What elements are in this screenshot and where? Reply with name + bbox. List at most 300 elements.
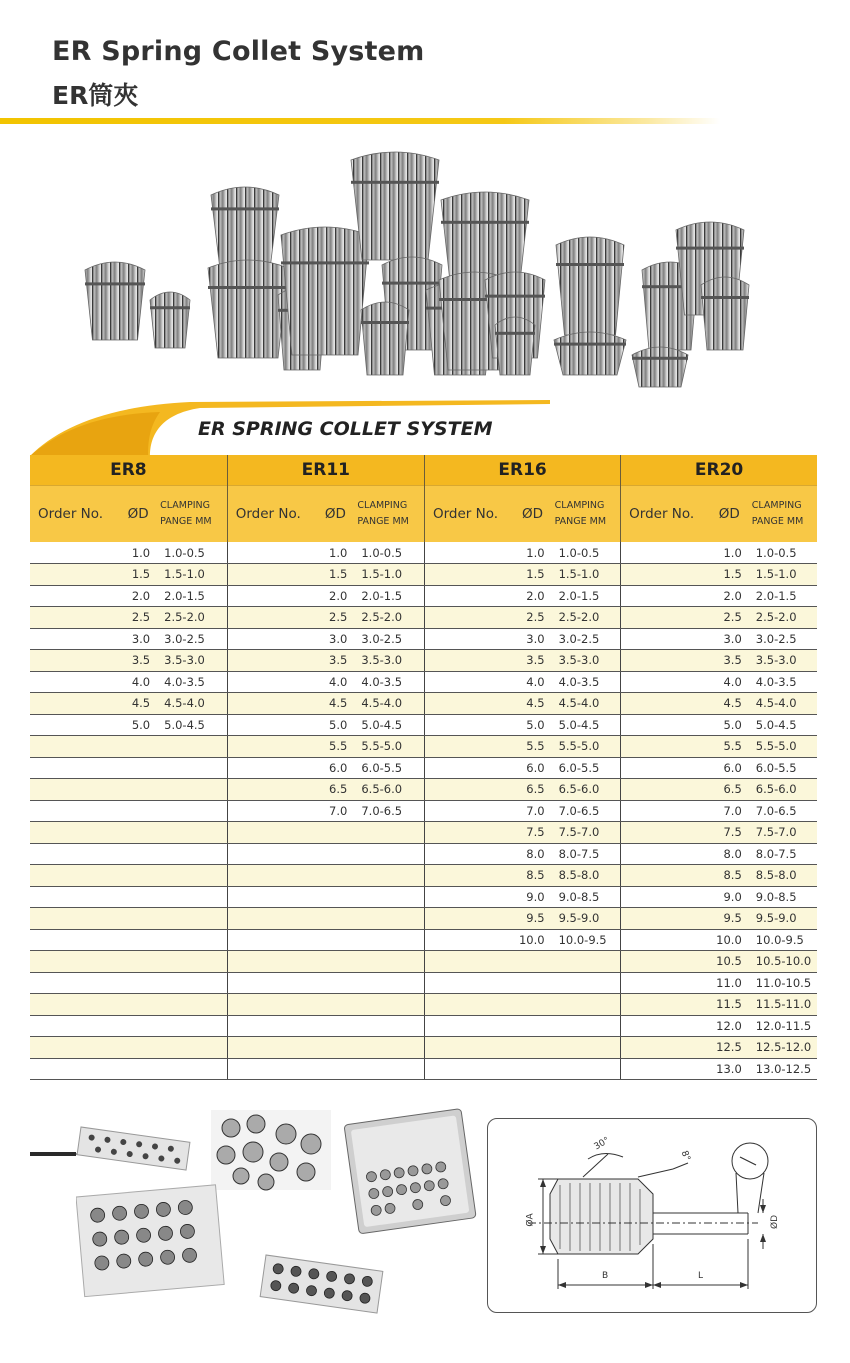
diameter-cell: 10.0: [711, 929, 748, 951]
order-no-cell: [227, 757, 317, 779]
diameter-cell: [317, 822, 353, 844]
clamping-range-cell: [156, 994, 227, 1016]
diameter-cell: 6.0: [711, 757, 748, 779]
order-no-cell: [621, 822, 711, 844]
order-no-cell: [424, 779, 514, 801]
table-row: [30, 757, 817, 779]
collet-shape: [701, 277, 749, 350]
collet-groove: [208, 286, 288, 289]
accent-bar: [30, 1152, 76, 1156]
order-no-cell: [30, 779, 120, 801]
diameter-cell: 3.5: [120, 650, 156, 672]
diameter-cell: 7.0: [317, 800, 353, 822]
order-no-cell: [424, 585, 514, 607]
clamping-range-cell: 11.0-10.5: [748, 972, 817, 994]
order-no-cell: [424, 671, 514, 693]
table-row: [30, 994, 817, 1016]
diameter-cell: 3.0: [711, 628, 748, 650]
order-no-cell: [424, 800, 514, 822]
clamping-range-cell: [353, 1015, 424, 1037]
clamping-range-cell: 1.5-1.0: [748, 564, 817, 586]
clamping-range-cell: [353, 929, 424, 951]
clamping-range-cell: 2.5-2.0: [353, 607, 424, 629]
clamping-range-cell: [156, 779, 227, 801]
collet-shape: [211, 187, 279, 265]
clamping-range-cell: 1.0-0.5: [156, 542, 227, 564]
order-no-cell: [227, 929, 317, 951]
diameter-cell: [317, 994, 353, 1016]
order-no-cell: [621, 564, 711, 586]
collet-shape: [208, 260, 288, 358]
diameter-cell: 3.5: [515, 650, 551, 672]
order-no-cell: [227, 736, 317, 758]
collet-groove: [441, 221, 529, 224]
diameter-cell: 1.0: [515, 542, 551, 564]
page-title-cn: ER筒夾: [52, 81, 139, 110]
diameter-cell: 6.5: [515, 779, 551, 801]
order-no-cell: [424, 564, 514, 586]
order-no-cell: [424, 865, 514, 887]
clamping-range-cell: [156, 757, 227, 779]
collet-shape: [554, 332, 626, 375]
order-no-cell: [621, 1037, 711, 1059]
order-no-cell: [621, 671, 711, 693]
diameter-cell: 3.0: [120, 628, 156, 650]
clamping-range-cell: 7.0-6.5: [748, 800, 817, 822]
angle-8-label: 8°: [678, 1149, 692, 1163]
clamping-range-cell: 7.5-7.0: [748, 822, 817, 844]
order-no-cell: [424, 714, 514, 736]
diameter-cell: 2.5: [711, 607, 748, 629]
clamping-range-cell: 5.5-5.0: [748, 736, 817, 758]
order-no-cell: [227, 542, 317, 564]
clamping-range-cell: 7.0-6.5: [551, 800, 621, 822]
diameter-cell: [120, 1015, 156, 1037]
clamping-range-cell: 3.0-2.5: [748, 628, 817, 650]
diameter-cell: [317, 1058, 353, 1080]
clamping-range-cell: 6.5-6.0: [551, 779, 621, 801]
clamping-range-cell: 2.5-2.0: [156, 607, 227, 629]
order-no-cell: [424, 886, 514, 908]
diameter-cell: [120, 1037, 156, 1059]
clamping-range-cell: [551, 994, 621, 1016]
order-no-cell: [227, 693, 317, 715]
table-row: [30, 865, 817, 887]
diameter-cell: 6.0: [317, 757, 353, 779]
diameter-d-label: ØD: [770, 1214, 781, 1230]
diameter-cell: 5.5: [711, 736, 748, 758]
order-no-cell: [30, 843, 120, 865]
diameter-cell: [515, 1037, 551, 1059]
diameter-cell: 7.5: [711, 822, 748, 844]
order-no-cell: [621, 1015, 711, 1037]
diameter-cell: 1.0: [711, 542, 748, 564]
order-no-cell: [621, 886, 711, 908]
collet-groove: [150, 306, 190, 309]
table-row: [30, 1037, 817, 1059]
order-no-cell: [30, 542, 120, 564]
order-no-cell: [621, 779, 711, 801]
order-no-cell: [621, 542, 711, 564]
group-header-er11: ER11: [227, 455, 424, 485]
clamping-range-cell: [156, 908, 227, 930]
clamping-range-cell: 6.0-5.5: [353, 757, 424, 779]
collet-shape: [361, 302, 409, 375]
clamping-range-cell: 2.0-1.5: [156, 585, 227, 607]
clamping-range-cell: [156, 951, 227, 973]
collet-groove: [632, 357, 688, 360]
order-no-cell: [621, 757, 711, 779]
clamping-range-cell: 4.5-4.0: [551, 693, 621, 715]
clamping-range-cell: 8.5-8.0: [551, 865, 621, 887]
order-no-cell: [30, 714, 120, 736]
table-row: [30, 1058, 817, 1080]
clamping-range-cell: [156, 843, 227, 865]
clamping-range-cell: 2.0-1.5: [748, 585, 817, 607]
order-no-cell: [621, 908, 711, 930]
diameter-cell: 2.0: [120, 585, 156, 607]
clamping-range-cell: 4.0-3.5: [551, 671, 621, 693]
clamping-range-cell: 5.0-4.5: [748, 714, 817, 736]
diameter-cell: 1.5: [515, 564, 551, 586]
clamping-range-cell: 4.5-4.0: [748, 693, 817, 715]
diameter-cell: [317, 1037, 353, 1059]
collet-size-table: [30, 455, 817, 1080]
order-no-cell: [227, 994, 317, 1016]
order-no-cell: [424, 628, 514, 650]
diameter-cell: 10.0: [515, 929, 551, 951]
collet-product-photo: [70, 140, 790, 390]
diameter-cell: 3.5: [711, 650, 748, 672]
clamping-range-cell: 9.5-9.0: [551, 908, 621, 930]
clamping-range-cell: [156, 822, 227, 844]
order-no-cell: [227, 843, 317, 865]
clamping-range-cell: 6.5-6.0: [353, 779, 424, 801]
diameter-cell: 7.0: [515, 800, 551, 822]
clamping-range-cell: 2.5-2.0: [748, 607, 817, 629]
clamping-range-cell: 5.5-5.0: [353, 736, 424, 758]
order-no-cell: [30, 736, 120, 758]
diameter-cell: 7.0: [711, 800, 748, 822]
col-clamping-range: CLAMPING PANGE MM: [551, 485, 621, 542]
clamping-range-cell: 5.0-4.5: [156, 714, 227, 736]
table-row: [30, 650, 817, 672]
order-no-cell: [424, 972, 514, 994]
order-no-cell: [227, 951, 317, 973]
order-no-cell: [30, 908, 120, 930]
diameter-cell: [515, 972, 551, 994]
clamping-range-cell: 3.5-3.0: [551, 650, 621, 672]
order-no-cell: [227, 585, 317, 607]
clamping-range-cell: 3.5-3.0: [353, 650, 424, 672]
order-no-cell: [30, 1015, 120, 1037]
diameter-cell: 5.0: [711, 714, 748, 736]
order-no-cell: [621, 693, 711, 715]
clamping-range-cell: [353, 951, 424, 973]
diameter-cell: 5.0: [515, 714, 551, 736]
table-row: [30, 542, 817, 564]
diameter-cell: 4.5: [317, 693, 353, 715]
order-no-cell: [30, 1037, 120, 1059]
diameter-cell: 9.5: [711, 908, 748, 930]
order-no-cell: [621, 929, 711, 951]
order-no-cell: [30, 693, 120, 715]
diameter-cell: [120, 951, 156, 973]
clamping-range-cell: 11.5-11.0: [748, 994, 817, 1016]
diameter-cell: 11.5: [711, 994, 748, 1016]
order-no-cell: [30, 564, 120, 586]
clamping-range-cell: [551, 1037, 621, 1059]
col-diameter: ØD: [711, 485, 748, 542]
diameter-cell: 1.5: [711, 564, 748, 586]
collet-groove: [361, 321, 409, 324]
order-no-cell: [30, 628, 120, 650]
order-no-cell: [621, 843, 711, 865]
col-diameter: ØD: [515, 485, 551, 542]
order-no-cell: [227, 714, 317, 736]
clamping-range-cell: 10.0-9.5: [748, 929, 817, 951]
clamping-range-cell: 7.0-6.5: [353, 800, 424, 822]
order-no-cell: [227, 564, 317, 586]
order-no-cell: [227, 908, 317, 930]
collet-dimension-diagram: [487, 1118, 817, 1313]
group-header-er16: ER16: [424, 455, 620, 485]
clamping-range-cell: 5.5-5.0: [551, 736, 621, 758]
diameter-cell: [120, 822, 156, 844]
clamping-range-cell: [551, 1058, 621, 1080]
order-no-cell: [30, 865, 120, 887]
order-no-cell: [621, 865, 711, 887]
col-diameter: ØD: [120, 485, 156, 542]
clamping-range-cell: 7.5-7.0: [551, 822, 621, 844]
banner-title: ER SPRING COLLET SYSTEM: [198, 418, 493, 440]
col-clamping-range: CLAMPING PANGE MM: [748, 485, 817, 542]
table-row: [30, 908, 817, 930]
order-no-cell: [424, 843, 514, 865]
diameter-cell: 4.0: [317, 671, 353, 693]
collet-shape: [556, 237, 624, 335]
clamping-range-cell: [353, 865, 424, 887]
order-no-cell: [227, 671, 317, 693]
angle-30-label: 30°: [592, 1135, 612, 1153]
clamping-range-cell: [353, 843, 424, 865]
title-underline: [0, 118, 720, 124]
clamping-range-cell: 5.0-4.5: [353, 714, 424, 736]
diameter-cell: [515, 994, 551, 1016]
clamping-range-cell: [156, 886, 227, 908]
clamping-range-cell: [156, 800, 227, 822]
collet-groove: [676, 247, 744, 250]
order-no-cell: [227, 628, 317, 650]
collet-groove: [556, 263, 624, 266]
order-no-cell: [30, 1058, 120, 1080]
order-no-cell: [30, 585, 120, 607]
clamping-range-cell: [353, 908, 424, 930]
order-no-cell: [424, 736, 514, 758]
order-no-cell: [227, 822, 317, 844]
diameter-cell: 13.0: [711, 1058, 748, 1080]
diameter-cell: 2.5: [515, 607, 551, 629]
table-row: [30, 886, 817, 908]
order-no-cell: [424, 994, 514, 1016]
diameter-cell: [317, 1015, 353, 1037]
page-title: ER Spring Collet System: [52, 36, 425, 67]
size-header-row: [30, 455, 817, 485]
order-no-cell: [621, 994, 711, 1016]
clamping-range-cell: 1.5-1.0: [551, 564, 621, 586]
diameter-cell: 4.0: [515, 671, 551, 693]
col-diameter: ØD: [317, 485, 353, 542]
collet-shape: [281, 227, 369, 355]
diameter-cell: 5.5: [317, 736, 353, 758]
order-no-cell: [30, 822, 120, 844]
order-no-cell: [621, 607, 711, 629]
order-no-cell: [424, 908, 514, 930]
clamping-range-cell: [353, 886, 424, 908]
diameter-cell: 11.0: [711, 972, 748, 994]
diameter-cell: 5.5: [515, 736, 551, 758]
table-row: [30, 822, 817, 844]
clamping-range-cell: [551, 951, 621, 973]
diameter-cell: 9.0: [515, 886, 551, 908]
order-no-cell: [227, 1058, 317, 1080]
col-order-no: Order No.: [227, 485, 317, 542]
clamping-range-cell: 8.5-8.0: [748, 865, 817, 887]
diameter-cell: 2.0: [317, 585, 353, 607]
order-no-cell: [30, 650, 120, 672]
clamping-range-cell: 1.5-1.0: [156, 564, 227, 586]
clamping-range-cell: [156, 1058, 227, 1080]
diameter-cell: [317, 929, 353, 951]
diameter-cell: [317, 908, 353, 930]
diameter-cell: 1.0: [120, 542, 156, 564]
diameter-cell: [120, 886, 156, 908]
order-no-cell: [621, 800, 711, 822]
order-no-cell: [424, 1058, 514, 1080]
clamping-range-cell: [551, 972, 621, 994]
table-row: [30, 671, 817, 693]
diameter-cell: 12.5: [711, 1037, 748, 1059]
order-no-cell: [424, 1015, 514, 1037]
order-no-cell: [30, 972, 120, 994]
order-no-cell: [424, 929, 514, 951]
diameter-cell: 6.5: [317, 779, 353, 801]
col-order-no: Order No.: [621, 485, 711, 542]
diameter-cell: [120, 908, 156, 930]
table-row: [30, 1015, 817, 1037]
order-no-cell: [621, 972, 711, 994]
order-no-cell: [621, 736, 711, 758]
clamping-range-cell: [353, 822, 424, 844]
order-no-cell: [424, 1037, 514, 1059]
diameter-cell: [317, 843, 353, 865]
col-clamping-range: CLAMPING PANGE MM: [353, 485, 424, 542]
order-no-cell: [227, 972, 317, 994]
clamping-range-cell: 6.5-6.0: [748, 779, 817, 801]
collet-groove: [281, 261, 369, 264]
clamping-range-cell: 8.0-7.5: [551, 843, 621, 865]
clamping-range-cell: [353, 1058, 424, 1080]
order-no-cell: [424, 951, 514, 973]
diameter-cell: [120, 757, 156, 779]
order-no-cell: [621, 585, 711, 607]
clamping-range-cell: 6.0-5.5: [551, 757, 621, 779]
clamping-range-cell: 4.0-3.5: [353, 671, 424, 693]
diameter-cell: [120, 800, 156, 822]
collet-shape: [632, 347, 688, 387]
length-l-label: L: [698, 1271, 704, 1281]
collet-shape: [85, 262, 145, 340]
clamping-range-cell: 9.0-8.5: [748, 886, 817, 908]
diameter-cell: [317, 972, 353, 994]
collet-kit-photos: [76, 1105, 486, 1320]
table-row: [30, 972, 817, 994]
diameter-cell: 7.5: [515, 822, 551, 844]
diameter-cell: 2.0: [515, 585, 551, 607]
diameter-cell: 9.5: [515, 908, 551, 930]
table-row: [30, 843, 817, 865]
diameter-cell: 8.0: [711, 843, 748, 865]
diameter-cell: 3.0: [515, 628, 551, 650]
table-row: [30, 564, 817, 586]
clamping-range-cell: 4.5-4.0: [156, 693, 227, 715]
clamping-range-cell: 4.0-3.5: [748, 671, 817, 693]
diameter-cell: 1.0: [317, 542, 353, 564]
clamping-range-cell: 2.0-1.5: [353, 585, 424, 607]
table-row: [30, 628, 817, 650]
clamping-range-cell: 4.0-3.5: [156, 671, 227, 693]
diameter-cell: 8.0: [515, 843, 551, 865]
diameter-cell: 5.0: [120, 714, 156, 736]
diameter-a-label: ØA: [525, 1213, 536, 1227]
order-no-cell: [424, 822, 514, 844]
table-row: [30, 779, 817, 801]
clamping-range-cell: 2.5-2.0: [551, 607, 621, 629]
order-no-cell: [30, 951, 120, 973]
collet-groove: [485, 295, 545, 298]
clamping-range-cell: 3.5-3.0: [748, 650, 817, 672]
clamping-range-cell: 13.0-12.5: [748, 1058, 817, 1080]
order-no-cell: [227, 607, 317, 629]
table-row: [30, 693, 817, 715]
order-no-cell: [227, 650, 317, 672]
table-row: [30, 607, 817, 629]
diameter-cell: 5.0: [317, 714, 353, 736]
order-no-cell: [621, 951, 711, 973]
diameter-cell: 12.0: [711, 1015, 748, 1037]
diameter-cell: [120, 865, 156, 887]
clamping-range-cell: 12.5-12.0: [748, 1037, 817, 1059]
column-header-row: [30, 485, 817, 542]
length-b-label: B: [602, 1271, 609, 1281]
order-no-cell: [621, 628, 711, 650]
diameter-cell: 8.5: [711, 865, 748, 887]
diameter-cell: [120, 929, 156, 951]
order-no-cell: [424, 650, 514, 672]
order-no-cell: [424, 607, 514, 629]
col-order-no: Order No.: [424, 485, 514, 542]
diameter-cell: 1.5: [317, 564, 353, 586]
diameter-cell: [120, 1058, 156, 1080]
diameter-cell: 2.0: [711, 585, 748, 607]
clamping-range-cell: [353, 994, 424, 1016]
table-row: [30, 800, 817, 822]
clamping-range-cell: 9.0-8.5: [551, 886, 621, 908]
clamping-range-cell: 6.0-5.5: [748, 757, 817, 779]
diameter-cell: [120, 843, 156, 865]
diameter-cell: 8.5: [515, 865, 551, 887]
diameter-cell: [317, 865, 353, 887]
